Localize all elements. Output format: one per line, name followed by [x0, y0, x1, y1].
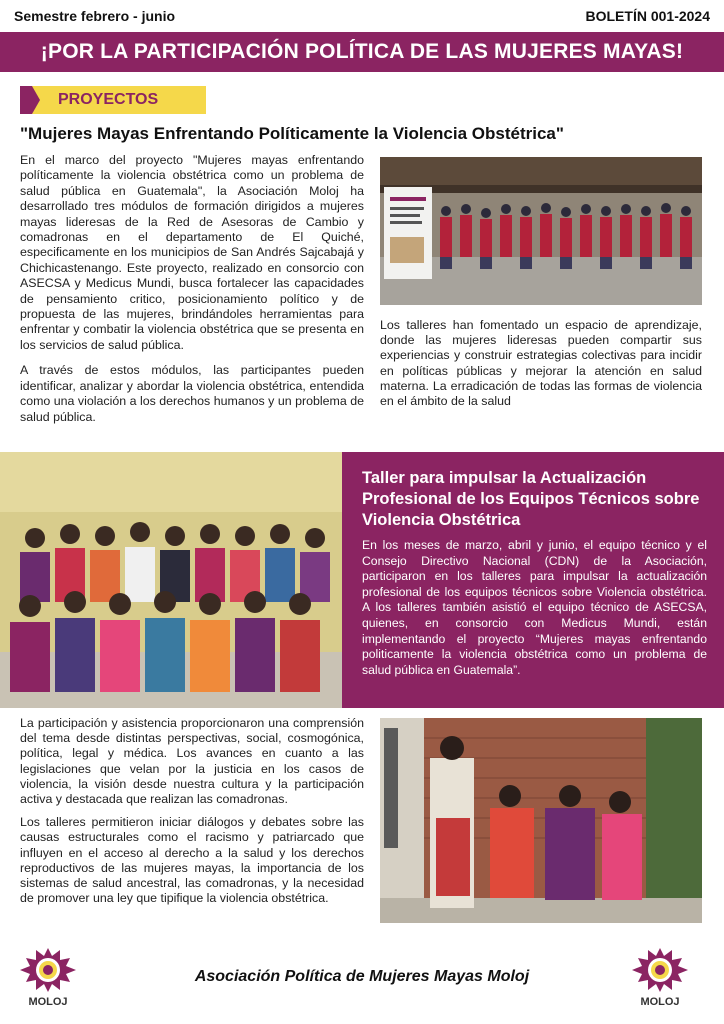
- top-header: [0, 0, 724, 30]
- article-body-bottom: [20, 716, 364, 914]
- group-photo-workshop-image: [0, 452, 342, 708]
- article-paragraph: A través de estos módulos, las participantes pueden identificar, analizar y abordar la violencia obstétrica, entendida como una violación a los derechos humanos y un problema de salud pública.: [20, 363, 364, 424]
- group-photo-patio: [380, 157, 702, 305]
- group-photo-patio-image: [380, 157, 702, 305]
- article-paragraph: Los talleres permitieron iniciar diálogos y debates sobre las causas estructurales como el racismo y patriarcado que influyen en el acceso al derecho a la salud y los derechos reproductivos de las mujeres mayas, la importancia de los sistemas de salud ancestral, las comadronas, y la necesidad de promover una ley que tipifique la violencia obstétrica.: [20, 815, 364, 906]
- article-body-left: [20, 153, 364, 435]
- article-paragraph: Los talleres han fomentado un espacio de aprendizaje, donde las mujeres lideresas pueden compartir sus experiencias y construir estrategias colectivas para incidir en políticas públicas y mejorar la atención en salud materna. La erradicación de todas las formas de violencia en el ámbito de la salud: [380, 318, 702, 409]
- section-tag: [20, 86, 206, 114]
- banner-title: ¡POR LA PARTICIPACIÓN POLÍTICA DE LAS MUJERES MAYAS!: [40, 40, 684, 63]
- logo-wordmark: MOLOJ: [28, 996, 68, 1008]
- article-paragraph: En el marco del proyecto "Mujeres mayas enfrentando políticamente la violencia obstétrica como un problema de salud pública en Guatemala", la Asociación Moloj ha desarrollado tres módulos de formación dirigidos a mujeres mayas lideresas de la Red de Asesoras de Cambio y comadronas en el departamento de El Quiché, especificamente en los municipios de San Andrés Sajcabajá y Chichicastenango. Este proyecto, realizado en consorcio con ASECSA y Medicus Mundi, busca fortalecer las capacidades de pensamiento critico, posicionamiento político y de propuesta de las mujeres, brindándoles herramientas para enfrentar y combatir la violencia obstétrica que se presenta en los servicios de salud pública.: [20, 153, 364, 352]
- bulletin-number: BOLETÍN 001-2024: [585, 8, 710, 24]
- women-bench-photo-image: [380, 718, 702, 923]
- arrow-icon: [20, 86, 40, 114]
- article-body-right: [380, 318, 702, 409]
- organization-name: Asociación Política de Mujeres Mayas Moloj: [194, 968, 530, 985]
- semester-label: Semestre febrero - junio: [14, 8, 176, 24]
- logo-wordmark: MOLOJ: [640, 996, 680, 1008]
- section-tag-label: PROYECTOS: [58, 91, 159, 108]
- article-title: "Mujeres Mayas Enfrentando Políticamente la Violencia Obstétrica": [20, 124, 564, 143]
- workshop-paragraph: En los meses de marzo, abril y junio, el equipo técnico y el Consejo Directivo Nacional (CDN) de la Asociación, participaron en los talleres para impulsar la actualización profesional de los equipos técnicos sobre Violencia obstétrica. A los talleres también asistió el equipo técnico de ASECSA, quienes, en consorcio con Medicus Mundi, están implementando el proyecto “Mujeres mayas enfrentando politicamente la violencia obstétrica como un problema de salud pública en Guatemala”.: [362, 538, 707, 677]
- workshop-panel: [342, 452, 724, 708]
- title-banner: [0, 32, 724, 72]
- moloj-logo-right: [630, 946, 690, 1010]
- women-bench-photo: [380, 718, 702, 923]
- moloj-emblem-icon: [630, 946, 690, 994]
- group-photo-workshop: [0, 452, 342, 708]
- article-paragraph: La participación y asistencia proporcionaron una comprensión del tema desde distintas perspectivas, social, cosmogónica, política, legal y médica. Los avances en cuanto a las legislaciones que velan por la justicia en los casos de violencia, la visión desde nuestra cultura y la participación activa y destacada que realizan las comadronas.: [20, 716, 364, 807]
- workshop-title: Taller para impulsar la Actualización Profesional de los Equipos Técnicos sobre Violencia Obstétrica: [362, 469, 700, 529]
